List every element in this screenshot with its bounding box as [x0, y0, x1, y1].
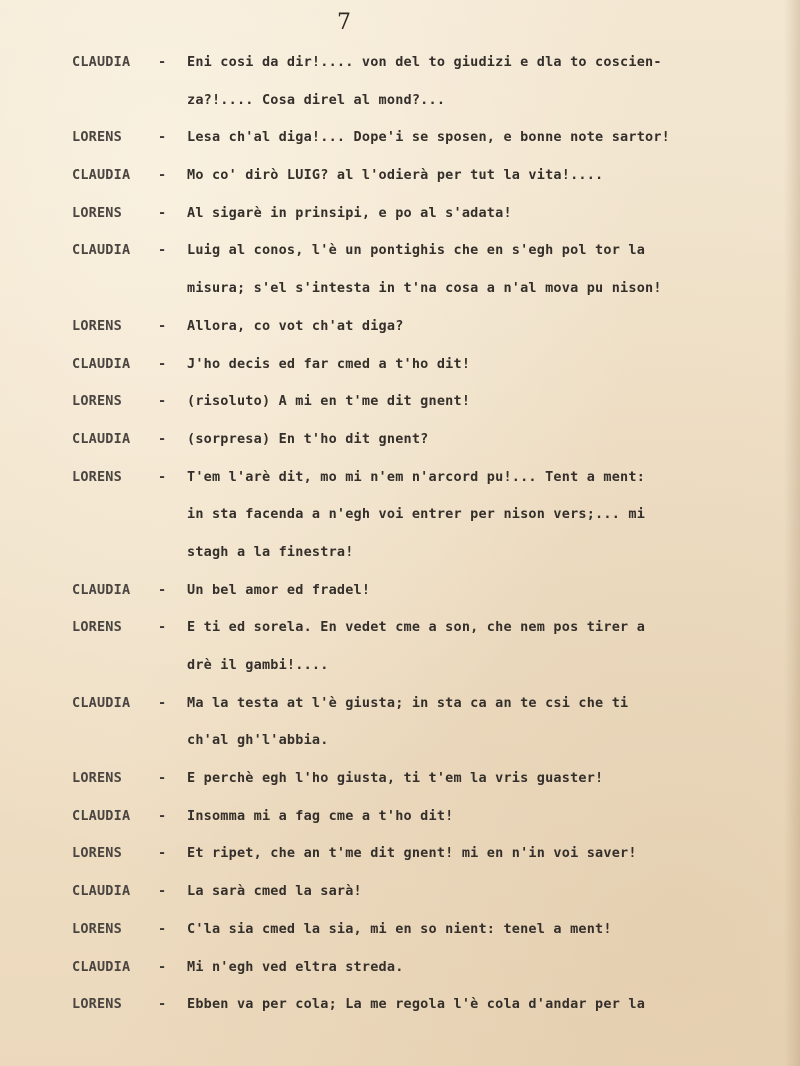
- speaker-name: LORENS: [72, 393, 122, 410]
- dialogue-text: Eni cosi da dir!.... von del to giudizi e dla to coscien-: [187, 54, 662, 70]
- dialogue-text: Lesa ch'al diga!... Dope'i se sposen, e bonne note sartor!: [187, 129, 671, 146]
- speaker-dash: -: [158, 317, 167, 334]
- speaker-dash: -: [158, 996, 167, 1013]
- dialogue-line: [0, 346, 800, 384]
- speaker-name: LORENS: [72, 129, 122, 146]
- dialogue-line: [0, 119, 800, 157]
- dialogue-line: [0, 572, 800, 610]
- speaker-name: LORENS: [72, 317, 122, 334]
- speaker-name: CLAUDIA: [72, 807, 131, 824]
- dialogue-text: J'ho decis ed far cmed a t'ho dit!: [187, 355, 471, 372]
- dialogue-text: ch'al gh'l'abbia.: [187, 732, 329, 749]
- speaker-dash: -: [158, 958, 167, 975]
- dialogue-text: Un bel amor ed fradel!: [187, 581, 371, 598]
- speaker-dash: -: [158, 694, 167, 711]
- speaker-name: LORENS: [72, 619, 122, 636]
- dialogue-text: in sta facenda a n'egh voi entrer per nison vers;... mi: [187, 506, 646, 523]
- dialogue-line: [0, 647, 800, 685]
- dialogue-line: [0, 949, 800, 987]
- dialogue-text: Ma la testa at l'è giusta; in sta ca an te csi che ti: [187, 694, 629, 711]
- speaker-dash: -: [158, 167, 167, 184]
- speaker-dash: -: [158, 393, 167, 410]
- dialogue-line: [0, 421, 800, 459]
- speaker-name: CLAUDIA: [72, 883, 131, 900]
- speaker-name: CLAUDIA: [72, 430, 131, 447]
- dialogue-line: [0, 534, 800, 572]
- speaker-name: LORENS: [72, 920, 122, 937]
- speaker-name: CLAUDIA: [72, 694, 131, 711]
- dialogue-text: C'la sia cmed la sia, mi en so nient: tenel a ment!: [187, 920, 612, 937]
- dialogue-line: [0, 459, 800, 497]
- dialogue-line: [0, 873, 800, 911]
- dialogue-line: [0, 496, 800, 534]
- dialogue-line: [0, 270, 800, 308]
- speaker-dash: -: [158, 581, 167, 598]
- dialogue-text: Et ripet, che an t'me dit gnent! mi en n'in voi saver!: [187, 845, 637, 862]
- speaker-dash: -: [158, 204, 167, 221]
- dialogue-line: [0, 722, 800, 760]
- dialogue-line: [0, 911, 800, 949]
- dialogue-text: Al sigarè in prinsipi, e po al s'adata!: [187, 204, 512, 221]
- speaker-name: CLAUDIA: [72, 167, 131, 184]
- dialogue-text: (sorpresa) En t'ho dit gnent?: [187, 430, 429, 447]
- speaker-dash: -: [158, 355, 167, 372]
- speaker-name: LORENS: [72, 996, 122, 1013]
- speaker-name: CLAUDIA: [72, 958, 131, 975]
- speaker-dash: -: [158, 883, 167, 900]
- speaker-dash: -: [158, 807, 167, 824]
- dialogue-text: Allora, co vot ch'at diga?: [187, 317, 404, 334]
- speaker-name: CLAUDIA: [72, 355, 131, 372]
- dialogue-text: Insomma mi a fag cme a t'ho dit!: [187, 807, 454, 824]
- speaker-dash: -: [158, 468, 167, 485]
- dialogue-line: [0, 986, 800, 1024]
- speaker-name: CLAUDIA: [72, 581, 131, 598]
- dialogue-line: [0, 157, 800, 195]
- page-number: 7: [337, 10, 351, 35]
- dialogue-line: [0, 609, 800, 647]
- dialogue-text: Ebben va per cola; La me regola l'è cola d'andar per la: [187, 996, 646, 1013]
- dialogue-line: [0, 835, 800, 873]
- speaker-name: LORENS: [72, 770, 122, 787]
- speaker-dash: -: [158, 845, 167, 862]
- dialogue-line: [0, 44, 800, 82]
- dialogue-text: Mo co' dirò LUIG? al l'odierà per tut la vita!....: [187, 167, 604, 184]
- dialogue-text: T'em l'arè dit, mo mi n'em n'arcord pu!... Tent a ment:: [187, 468, 646, 485]
- dialogue-text: za?!.... Cosa direl al mond?...: [187, 91, 446, 108]
- dialogue-text: drè il gambi!....: [187, 657, 329, 673]
- speaker-dash: -: [158, 920, 167, 937]
- speaker-name: CLAUDIA: [72, 54, 131, 70]
- speaker-name: CLAUDIA: [72, 242, 131, 259]
- speaker-dash: -: [158, 242, 167, 259]
- dialogue-line: [0, 685, 800, 723]
- speaker-dash: -: [158, 54, 167, 70]
- speaker-dash: -: [158, 129, 167, 146]
- dialogue-line: [0, 232, 800, 270]
- dialogue-text: La sarà cmed la sarà!: [187, 883, 362, 900]
- dialogue-line: [0, 798, 800, 836]
- dialogue-text: stagh a la finestra!: [187, 543, 354, 560]
- dialogue-line: [0, 383, 800, 421]
- dialogue-text: misura; s'el s'intesta in t'na cosa a n'al mova pu nison!: [187, 280, 662, 297]
- speaker-name: LORENS: [72, 468, 122, 485]
- dialogue-line: [0, 82, 800, 120]
- speaker-name: LORENS: [72, 204, 122, 221]
- dialogue-line: [0, 195, 800, 233]
- dialogue-text: Luig al conos, l'è un pontighis che en s'egh pol tor la: [187, 242, 646, 259]
- dialogue-text: E ti ed sorela. En vedet cme a son, che nem pos tirer a: [187, 619, 646, 636]
- dialogue-line: [0, 760, 800, 798]
- dialogue-text: E perchè egh l'ho giusta, ti t'em la vris guaster!: [187, 770, 604, 787]
- speaker-dash: -: [158, 430, 167, 447]
- speaker-dash: -: [158, 619, 167, 636]
- speaker-dash: -: [158, 770, 167, 787]
- dialogue-text: (risoluto) A mi en t'me dit gnent!: [187, 393, 471, 410]
- script-body: [0, 44, 800, 1024]
- speaker-name: LORENS: [72, 845, 122, 862]
- dialogue-line: [0, 308, 800, 346]
- dialogue-text: Mi n'egh ved eltra streda.: [187, 958, 404, 975]
